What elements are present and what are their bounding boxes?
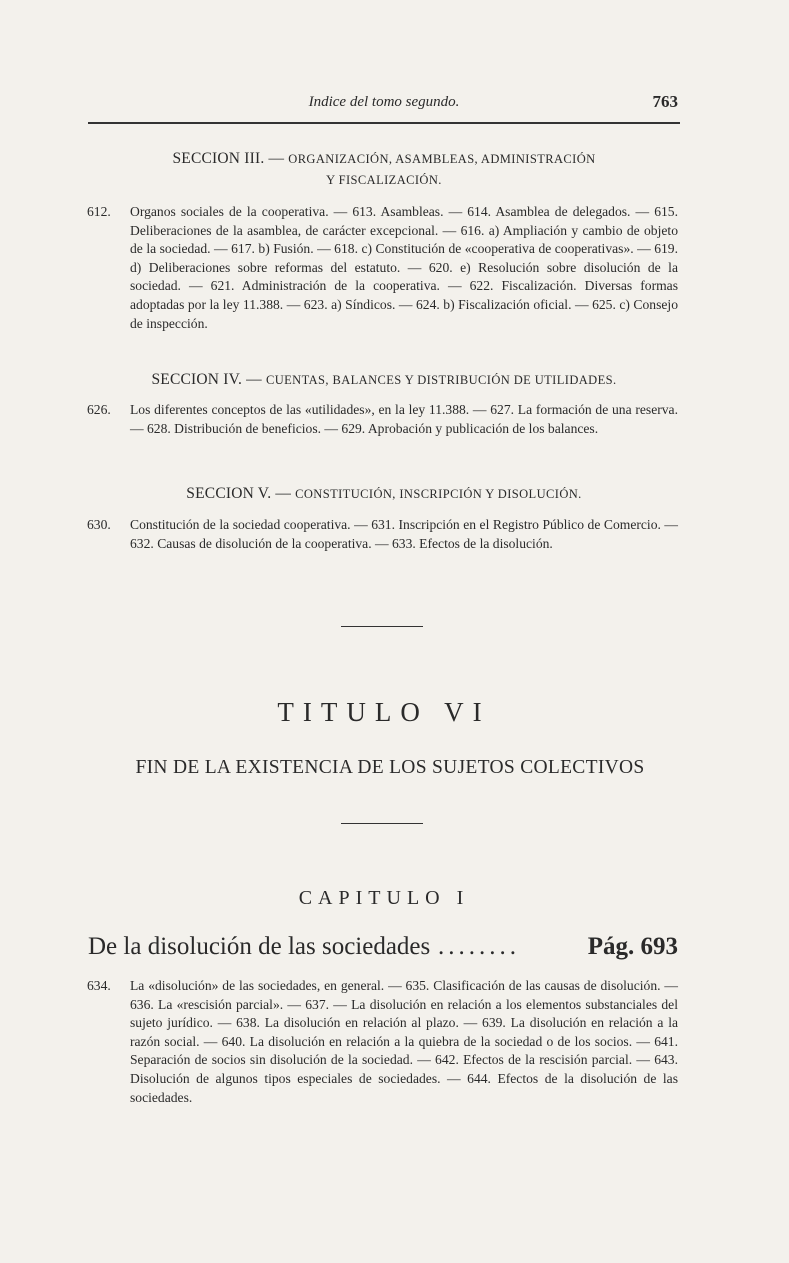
toc-entry [87, 977, 678, 1107]
entry-text: Constitución de la sociedad cooperativa. — 631. Inscripción en el Registro Público de Comercio. — 632. Causas de disolución de la cooperativa. — 633. Efectos de la disolución. [130, 517, 678, 551]
entry-text: La «disolución» de las sociedades, en general. — 635. Clasificación de las causas de disolución. — 636. La «rescisión parcial». — 637. — La disolución en relación a los elementos substanciales del sujeto jurídico. — 638. La disolución en relación al plazo. — 639. La disolución en relación a la razón social. — 640. La disolución en relación a la quiebra de la sociedad o de los socios. — 641. Separación de socios sin disolución de la sociedad. — 642. Efectos de la rescisión parcial. — 643. Disolución de algunos tipos especiales de sociedades. — 644. Efectos de la disolución de las sociedades. [130, 978, 678, 1105]
running-title: Indice del tomo segundo. [308, 94, 460, 110]
section-title: CONSTITUCIÓN, INSCRIPCIÓN Y DISOLUCIÓN. [295, 487, 582, 501]
divider-rule [341, 823, 423, 824]
running-header [88, 92, 680, 124]
chapter-title: De la disolución de las sociedades [88, 933, 431, 960]
section-title: CUENTAS, BALANCES Y DISTRIBUCIÓN DE UTILIDADES. [265, 373, 617, 387]
toc-entry [87, 401, 678, 438]
titulo-heading: TITULO VI [277, 697, 491, 727]
paragraph-number: 612. [87, 204, 111, 219]
section-label: SECCION V. — [186, 485, 296, 502]
section-heading-v [88, 483, 680, 505]
titulo-subtitle: FIN DE LA EXISTENCIA DE LOS SUJETOS COLECTIVOS [135, 757, 645, 778]
toc-entry [87, 203, 678, 333]
toc-entry [87, 516, 678, 553]
page-number: 763 [652, 92, 678, 111]
paragraph-number: 634. [87, 978, 111, 993]
dot-leader: ........ [438, 933, 520, 960]
entry-text: Organos sociales de la cooperativa. — 613. Asambleas. — 614. Asamblea de delegados. — 615. Deliberaciones de la asamblea, de carácter excepcional. — 616. a) Ampliación y cambio de objeto de la sociedad. — 617. b) Fusión. — 618. c) Constitución de «cooperativa de cooperativas». — 619. d) Deliberaciones sobre reformas del estatuto. — 620. e) Resolución sobre disolución de la sociedad. — 621. Administración de la cooperativa. — 622. Fiscalización. Diversas formas adoptadas por la ley 11.388. — 623. a) Síndicos. — 624. b) Fiscalización oficial. — 625. c) Consejo de inspección. [130, 204, 678, 331]
capitulo-heading: CAPITULO I [298, 887, 470, 909]
section-label: SECCION IV. — [151, 371, 266, 388]
chapter-page-ref: Pág. 693 [587, 933, 678, 960]
section-heading-iv [88, 369, 680, 391]
section-label: SECCION III. — [172, 150, 289, 167]
entry-text: Los diferentes conceptos de las «utilidades», en la ley 11.388. — 627. La formación de una reserva. — 628. Distribución de beneficios. — 629. Aprobación y publicación de los balances. [130, 402, 678, 436]
paragraph-number: 626. [87, 402, 111, 417]
chapter-title-line [88, 933, 678, 965]
section-title-continued: Y FISCALIZACIÓN. [326, 173, 442, 187]
section-heading-iii [88, 148, 680, 191]
section-title: ORGANIZACIÓN, ASAMBLEAS, ADMINISTRACIÓN [288, 152, 596, 166]
paragraph-number: 630. [87, 517, 111, 532]
divider-rule [341, 626, 423, 627]
